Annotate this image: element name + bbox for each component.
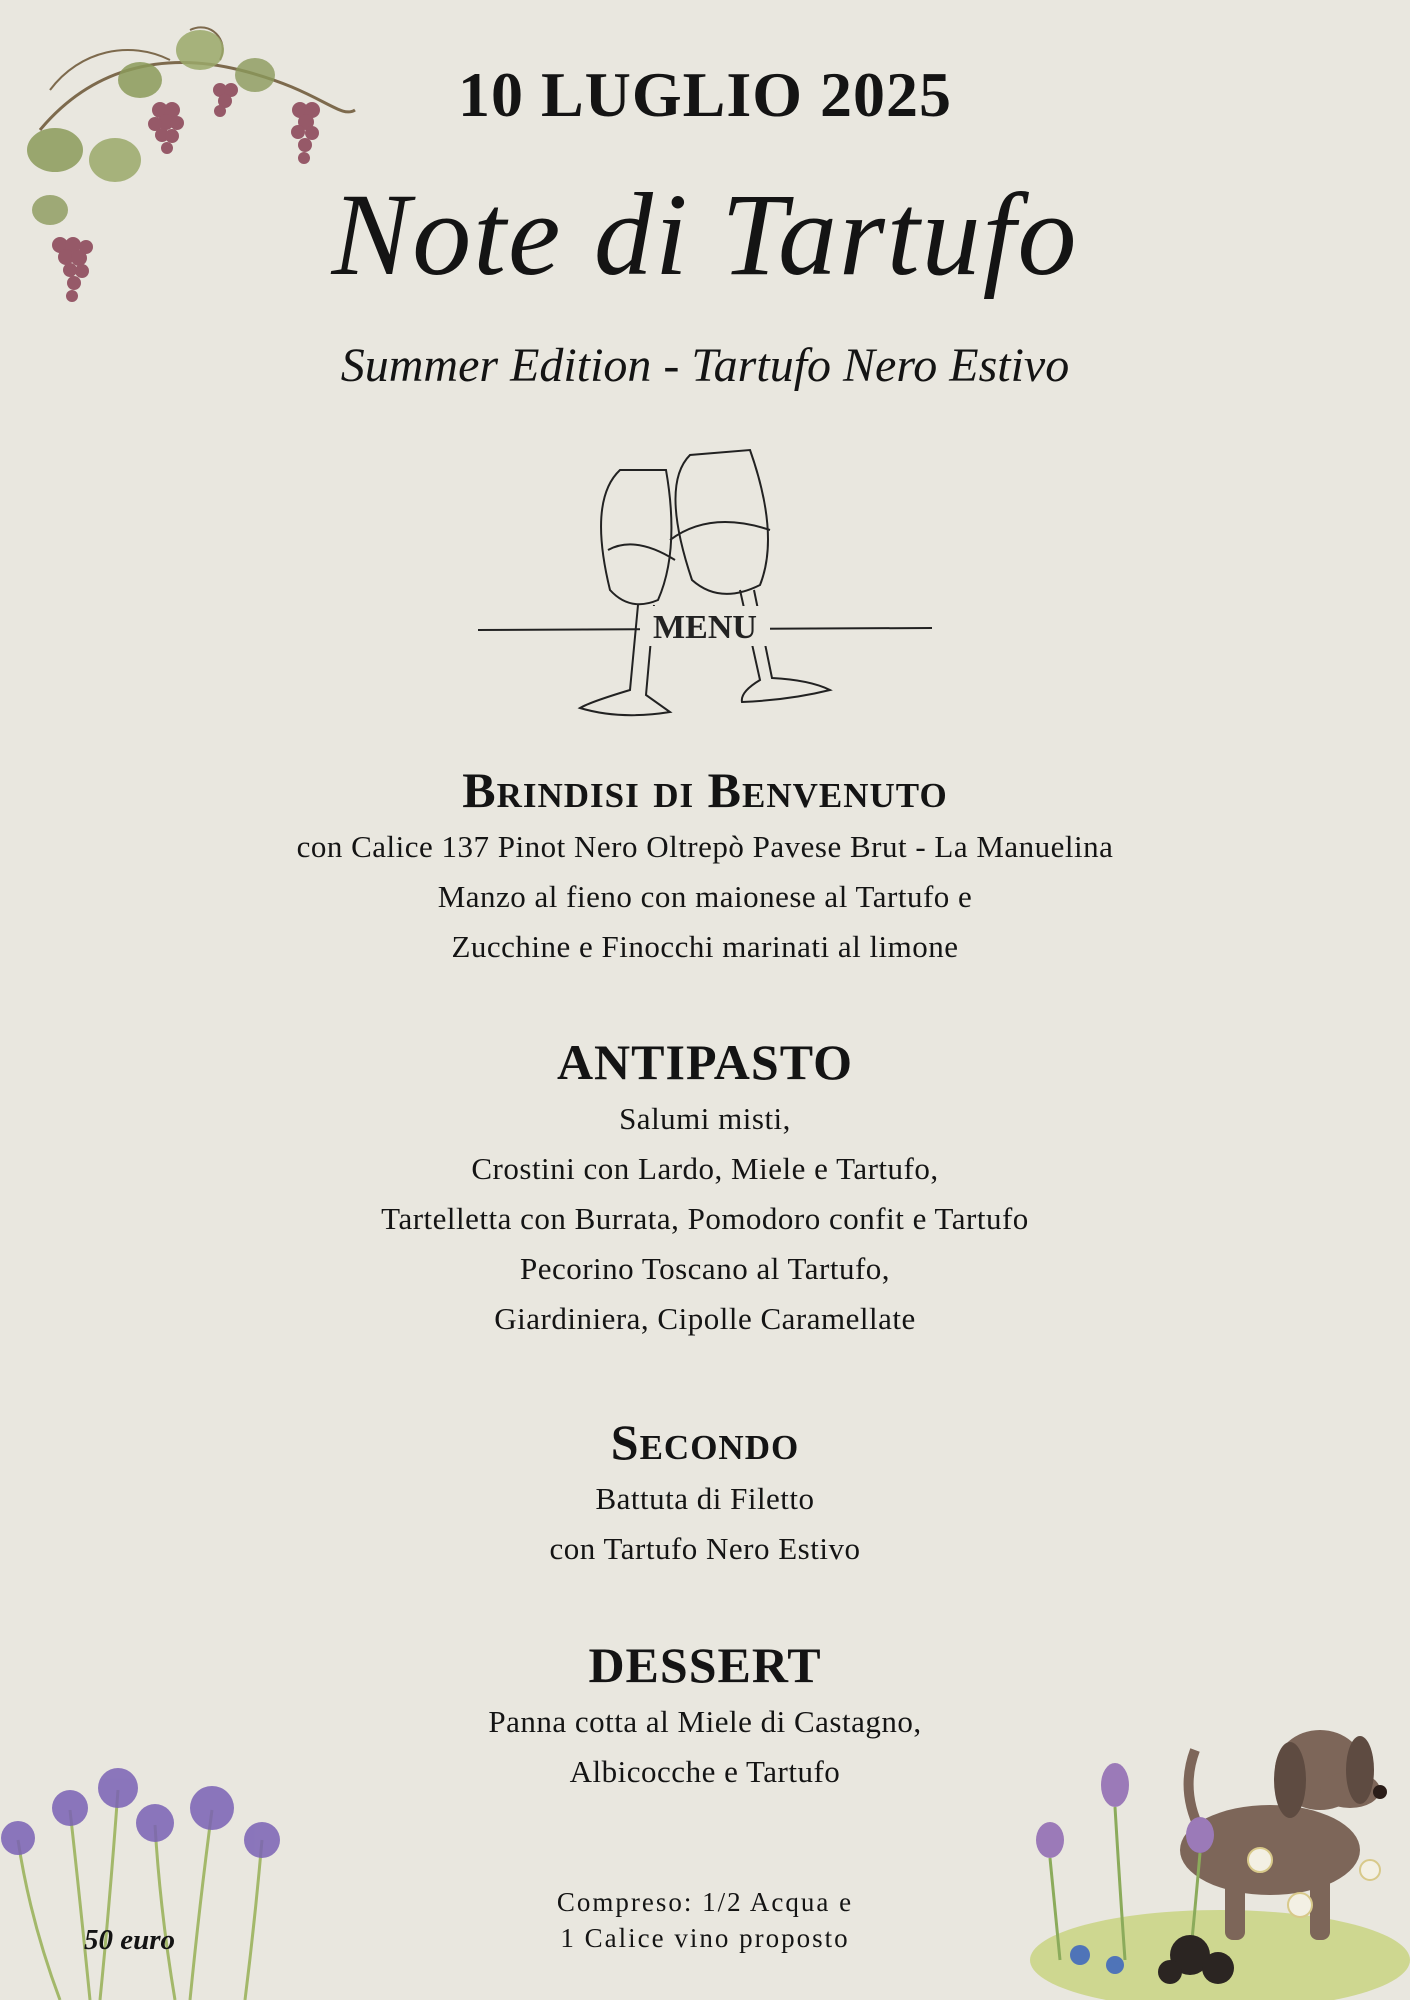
menu-item: Battuta di Filetto	[595, 1481, 815, 1516]
section-secondo	[0, 1410, 1410, 1574]
menu-subtitle: Summer Edition - Tartufo Nero Estivo	[340, 339, 1070, 392]
menu-item: Panna cotta al Miele di Castagno,	[488, 1704, 922, 1739]
wine-glasses-logo	[470, 440, 940, 730]
menu-item: con Tartufo Nero Estivo	[549, 1531, 861, 1566]
included-note	[520, 1884, 890, 1956]
menu-title: Note di Tartufo	[331, 169, 1079, 300]
section-brindisi	[0, 758, 1410, 972]
section-heading: Brindisi di Benvenuto	[462, 762, 948, 818]
menu-item: Crostini con Lardo, Miele e Tartufo,	[471, 1151, 939, 1186]
event-date: 10 LUGLIO 2025	[457, 59, 953, 130]
menu-item: Albicocche e Tartufo	[569, 1754, 841, 1789]
dachshund-truffle-illustration	[1020, 1710, 1410, 2000]
logo-label: MENU	[653, 609, 757, 646]
section-heading: DESSERT	[588, 1637, 822, 1693]
purple-flowers-illustration	[0, 1750, 300, 2000]
menu-item: Manzo al fieno con maionese al Tartufo e	[437, 879, 973, 914]
menu-item: Giardiniera, Cipolle Caramellate	[494, 1301, 916, 1336]
menu-item: Pecorino Toscano al Tartufo,	[519, 1251, 891, 1286]
menu-item: Salumi misti,	[619, 1101, 791, 1136]
section-heading: Secondo	[610, 1414, 800, 1470]
section-heading: ANTIPASTO	[556, 1034, 854, 1090]
price: 50 euro	[84, 1924, 176, 1956]
included-line: 1 Calice vino proposto	[560, 1923, 850, 1953]
menu-item: Zucchine e Finocchi marinati al limone	[451, 929, 959, 964]
menu-item: Tartelletta con Burrata, Pomodoro confit e Tartufo	[381, 1201, 1029, 1236]
wine-glasses-icon	[470, 440, 940, 730]
section-antipasto	[0, 1030, 1410, 1344]
included-line: Compreso: 1/2 Acqua e	[556, 1887, 854, 1917]
menu-item: con Calice 137 Pinot Nero Oltrepò Pavese Brut - La Manuelina	[296, 829, 1114, 864]
